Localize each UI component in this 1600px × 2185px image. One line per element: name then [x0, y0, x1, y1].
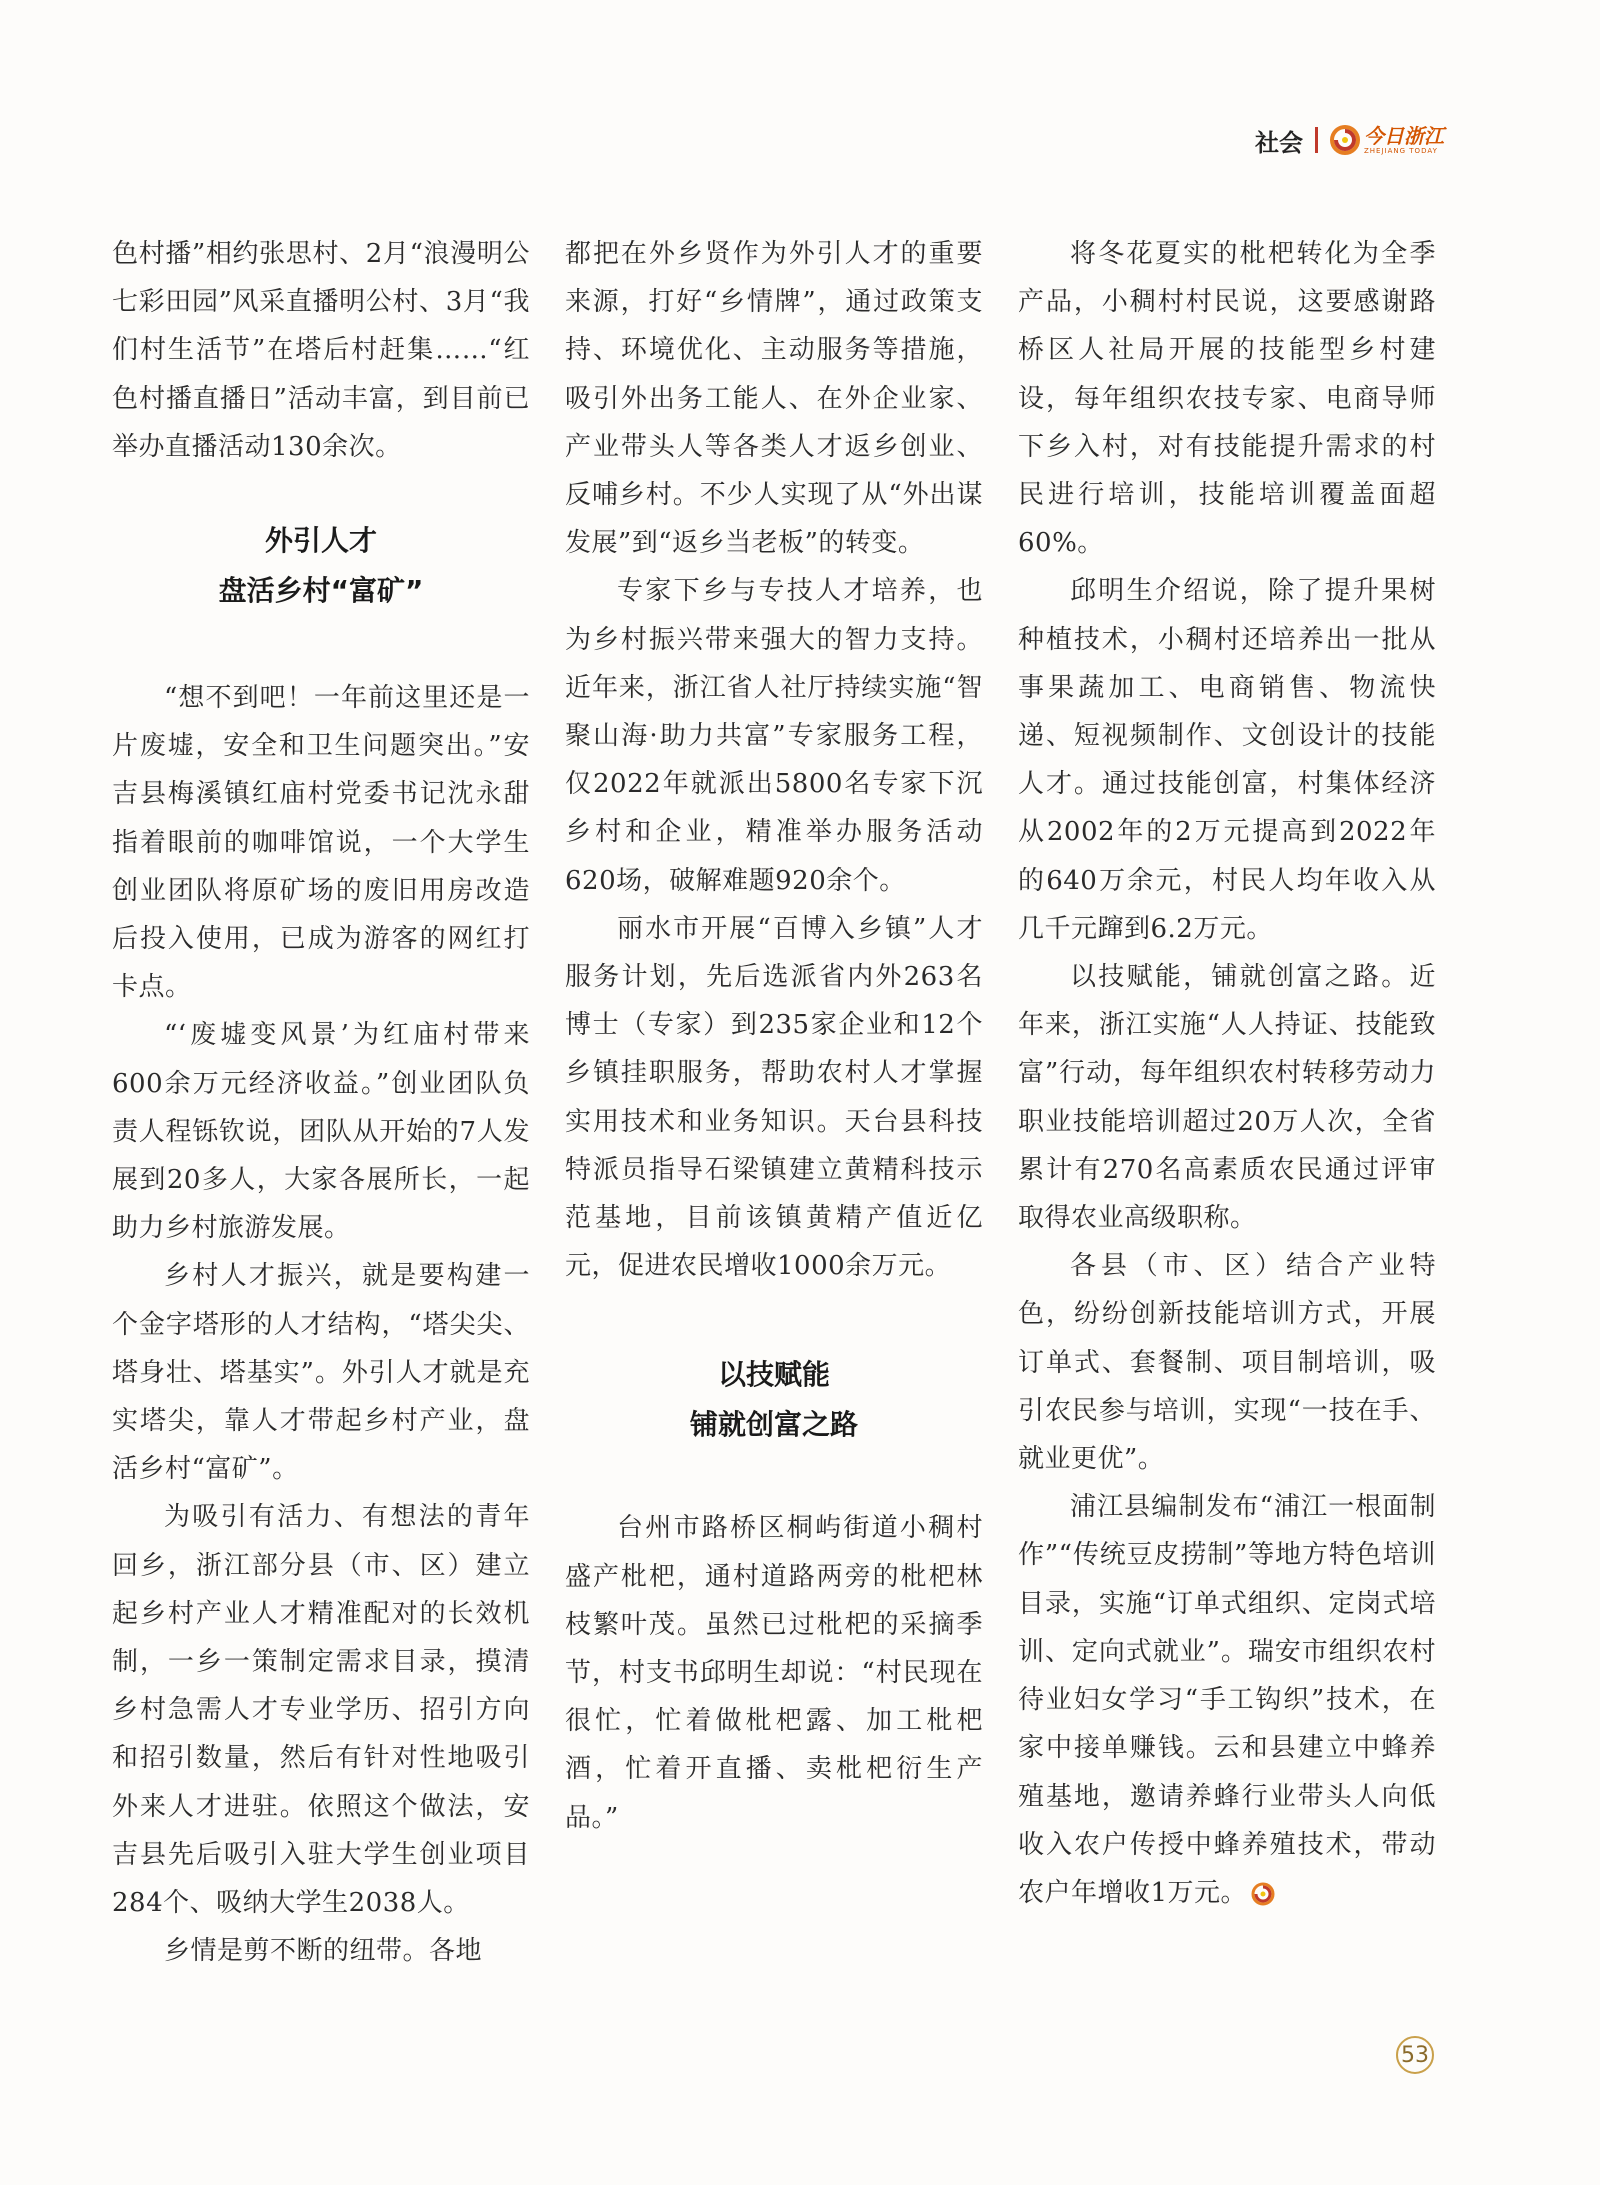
article-paragraph: [1018, 230, 1436, 567]
article-paragraph: [565, 905, 983, 1291]
article-column-3: [1018, 230, 1436, 1917]
article-end-icon: [1251, 1882, 1275, 1906]
article-paragraph: [1018, 567, 1436, 953]
paragraph-text: 为吸引有活力、有想法的青年回乡，浙江部分县（市、区）建立起乡村产业人才精准配对的长效机制，一乡一策制定需求目录，摸清乡村急需人才专业学历、招引方向和招引数量，然后有针对性地吸引外来人才进驻。依照这个做法，安吉县先后吸引入驻大学生创业项目284个、吸纳大学生2038人。: [112, 1502, 530, 1919]
paragraph-text: 浦江县编制发布“浦江一根面制作”“传统豆皮捞制”等地方特色培训目录，实施“订单式组织、定岗式培训、定向式就业”。瑞安市组织农村待业妇女学习“手工钩织”技术，在家中接单赚钱。云和县建立中蜂养殖基地，邀请养蜂行业带头人向低收入农户传授中蜂养殖技术，带动农户年增收1万元。: [1018, 1492, 1436, 1908]
article-paragraph: [112, 1252, 530, 1493]
article-paragraph: [112, 674, 530, 1011]
article-paragraph: [112, 1493, 530, 1927]
paragraph-text: 专家下乡与专技人才培养，也为乡村振兴带来强大的智力支持。近年来，浙江省人社厅持续实施“智聚山海·助力共富”专家服务工程，仅2022年就派出5800名专家下沉乡村和企业，精准举办服务活动620场，破解难题920余个。: [565, 576, 983, 896]
section-heading: [112, 516, 530, 616]
magazine-logo: [1330, 125, 1444, 156]
article-paragraph: [112, 230, 530, 471]
section-heading-line: 以技赋能: [717, 1358, 830, 1392]
article-paragraph: [1018, 1242, 1436, 1483]
paragraph-text: 各县（市、区）结合产业特色，纷纷创新技能培训方式，开展订单式、套餐制、项目制培训，吸引农民参与培训，实现“一技在手、就业更优”。: [1018, 1251, 1436, 1475]
paragraph-text: 丽水市开展“百博入乡镇”人才服务计划，先后选派省内外263名博士（专家）到235家企业和12个乡镇挂职服务，帮助农村人才掌握实用技术和业务知识。天台县科技特派员指导石梁镇建立黄精科技示范基地，目前该镇黄精产值近亿元，促进农民增收1000余万元。: [565, 913, 983, 1282]
paragraph-text: “‘废墟变风景’为红庙村带来600余万元经济收益。”创业团队负责人程铄钦说，团队从开始的7人发展到20多人，大家各展所长，一起助力乡村旅游发展。: [112, 1020, 530, 1244]
page-number: 53: [1396, 2036, 1434, 2074]
paragraph-text: 邱明生介绍说，除了提升果树种植技术，小稠村还培养出一批从事果蔬加工、电商销售、物流快递、短视频制作、文创设计的技能人才。通过技能创富，村集体经济从2002年的2万元提高到2022年的640万余元，村民人均年收入从几千元蹿到6.2万元。: [1018, 576, 1436, 944]
article-paragraph: [1018, 953, 1436, 1242]
article-paragraph: [112, 1927, 530, 1975]
article-paragraph: [112, 1011, 530, 1252]
section-heading-line: 铺就创富之路: [689, 1408, 858, 1442]
section-heading-line: 外引人才: [264, 524, 377, 558]
page-header: [1255, 118, 1444, 162]
paragraph-text: 以技赋能，铺就创富之路。近年来，浙江实施“人人持证、技能致富”行动，每年组织农村转移劳动力职业技能培训超过20万人次，全省累计有270名高素质农民通过评审取得农业高级职称。: [1018, 962, 1436, 1234]
paragraph-text: “想不到吧！一年前这里还是一片废墟，安全和卫生问题突出。”安吉县梅溪镇红庙村党委书记沈永甜指着眼前的咖啡馆说，一个大学生创业团队将原矿场的废旧用房改造后投入使用，已成为游客的网红打卡点。: [112, 683, 530, 1003]
logo-swirl-icon: [1330, 125, 1360, 155]
article-paragraph: [1018, 1483, 1436, 1917]
article-column-1: [112, 230, 530, 1976]
section-heading: [565, 1350, 983, 1450]
section-heading-line: 盘活乡村“富矿”: [218, 574, 424, 608]
article-column-2: [565, 230, 983, 1842]
logo-chinese-text: 今日浙江: [1364, 123, 1444, 148]
paragraph-text: 色村播”相约张思村、2月“浪漫明公七彩田园”风采直播明公村、3月“我们村生活节”在塔后村赶集……“红色村播直播日”活动丰富，到目前已举办直播活动130余次。: [112, 239, 530, 462]
paragraph-text: 将冬花夏实的枇杷转化为全季产品，小稠村村民说，这要感谢路桥区人社局开展的技能型乡村建设，每年组织农技专家、电商导师下乡入村，对有技能提升需求的村民进行培训，技能培训覆盖面超60%。: [1018, 239, 1436, 559]
logo-english-text: ZHEJIANG TODAY: [1364, 146, 1438, 155]
article-paragraph: [565, 1504, 983, 1841]
article-paragraph: [565, 567, 983, 904]
paragraph-text: 都把在外乡贤作为外引人才的重要来源，打好“乡情牌”，通过政策支持、环境优化、主动服务等措施，吸引外出务工能人、在外企业家、产业带头人等各类人才返乡创业、反哺乡村。不少人实现了从“外出谋发展”到“返乡当老板”的转变。: [565, 239, 983, 559]
section-label: 社会: [1255, 128, 1303, 157]
paragraph-text: 乡村人才振兴，就是要构建一个金字塔形的人才结构，“塔尖尖、塔身壮、塔基实”。外引人才就是充实塔尖，靠人才带起乡村产业，盘活乡村“富矿”。: [112, 1261, 530, 1485]
paragraph-text: 乡情是剪不断的纽带。各地: [164, 1936, 483, 1967]
paragraph-text: 台州市路桥区桐屿街道小稠村盛产枇杷，通村道路两旁的枇杷林枝繁叶茂。虽然已过枇杷的采摘季节，村支书邱明生却说：“村民现在很忙，忙着做枇杷露、加工枇杷酒，忙着开直播、卖枇杷衍生产品。”: [565, 1513, 983, 1833]
article-paragraph: [565, 230, 983, 567]
header-divider: [1315, 127, 1318, 153]
